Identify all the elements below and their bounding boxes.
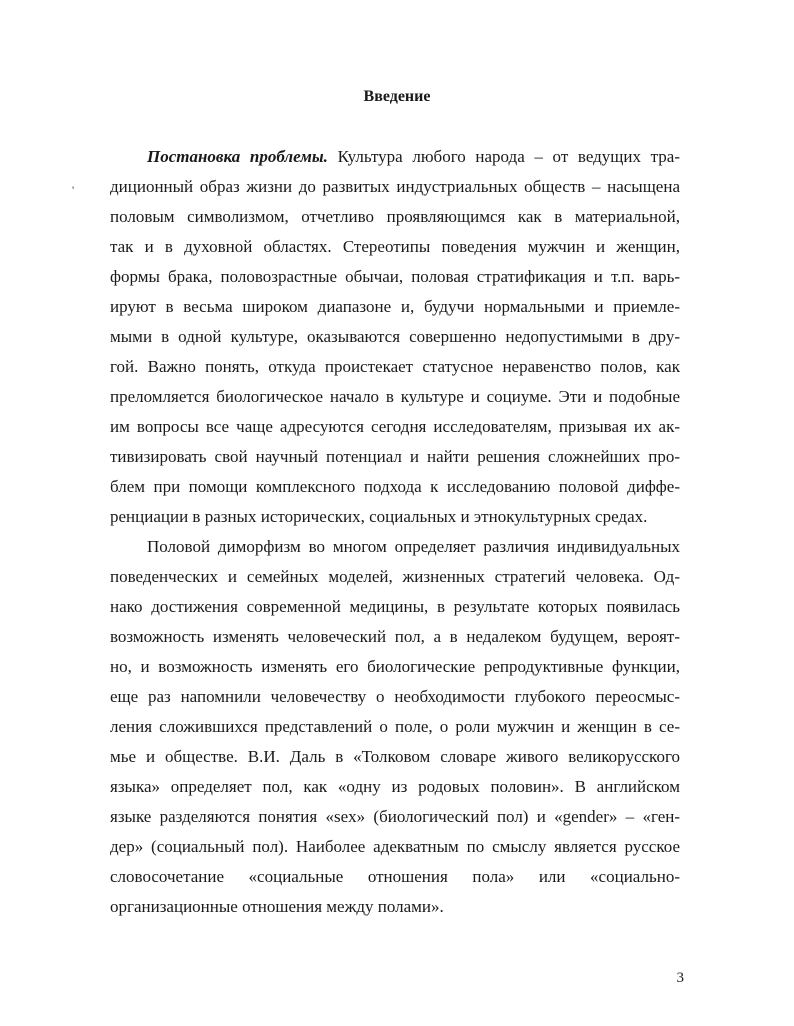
paragraph-line: еще раз напомнили человечеству о необходимости глубокого переосмыс- — [110, 687, 680, 706]
paragraph-line: ируют в весьма широком диапазоне и, будучи нормальными и приемле- — [110, 297, 680, 316]
page-title: Введение — [363, 88, 431, 105]
paragraph-line: тивизировать свой научный потенциал и найти решения сложнейших про- — [110, 447, 680, 466]
paragraph-line: мье и обществе. В.И. Даль в «Толковом словаре живого великорусского — [110, 747, 680, 766]
page-number: 3 — [676, 970, 684, 986]
paragraph-line: половым символизмом, отчетливо проявляющимся как в материальной, — [110, 207, 680, 226]
paragraph-line: так и в духовной областях. Стереотипы поведения мужчин и женщин, — [110, 237, 680, 256]
paragraph-line: возможность изменять человеческий пол, а в недалеком будущем, вероят- — [110, 627, 680, 646]
paragraph-line: организационные отношения между полами». — [110, 897, 444, 916]
paragraph-line: формы брака, половозрастные обычаи, половая стратификация и т.п. варь- — [110, 267, 680, 286]
paragraph-line: преломляется биологическое начало в культуре и социуме. Эти и подобные — [110, 387, 680, 406]
paragraph-line: ренциации в разных исторических, социальных и этнокультурных средах. — [110, 507, 648, 526]
paragraph-line — [147, 142, 680, 172]
paragraph-line: Половой диморфизм во многом определяет различия индивидуальных — [147, 537, 680, 556]
paragraph-line: поведенческих и семейных моделей, жизненных стратегий человека. Од- — [110, 567, 680, 586]
paragraph-line: нако достижения современной медицины, в результате которых появилась — [110, 597, 680, 616]
paragraph-line: ления сложившихся представлений о поле, о роли мужчин и женщин в се- — [110, 717, 680, 736]
paragraph-line: словосочетание «социальные отношения пола» или «социально- — [110, 867, 680, 886]
paragraph-line: языка» определяет пол, как «одну из родовых половин». В английском — [110, 777, 680, 796]
paragraph-lead: Постановка проблемы. — [147, 147, 328, 166]
paragraph-line: им вопросы все чаще адресуются сегодня исследователям, призывая их ак- — [110, 417, 680, 436]
margin-mark: ' — [72, 183, 75, 197]
paragraph-line: языке разделяются понятия «sex» (биологический пол) и «gender» – «ген- — [110, 807, 680, 826]
paragraph-line: мыми в одной культуре, оказываются совершенно недопустимыми в дру- — [110, 327, 680, 346]
paragraph-line: дер» (социальный пол). Наиболее адекватным по смыслу является русское — [110, 837, 680, 856]
paragraph-line: блем при помощи комплексного подхода к исследованию половой диффе- — [110, 477, 680, 496]
paragraph-line: диционный образ жизни до развитых индустриальных обществ – насыщена — [110, 177, 680, 196]
paragraph-text: Культура любого народа – от ведущих тра- — [327, 147, 680, 166]
paragraph-line: но, и возможность изменять его биологические репродуктивные функции, — [110, 657, 680, 676]
paragraph-line: гой. Важно понять, откуда проистекает статусное неравенство полов, как — [110, 357, 680, 376]
